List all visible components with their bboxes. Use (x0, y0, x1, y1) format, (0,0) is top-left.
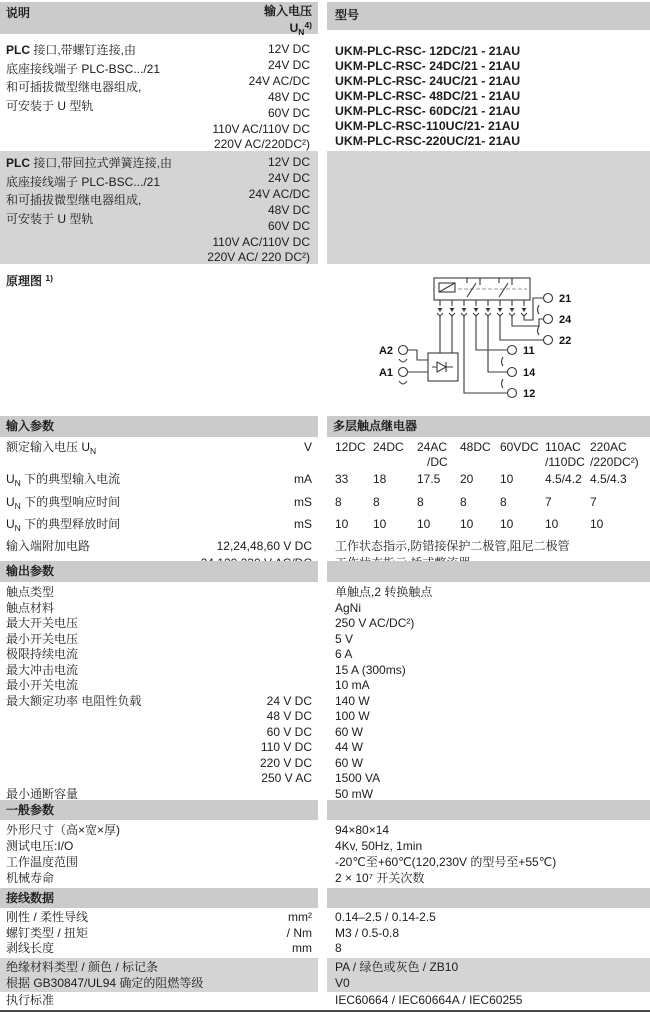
spec-row: 最大开关电压 250 V AC/DC²) (6, 616, 415, 630)
spec-row-input-circuit-dc: 输入端附加电路 12,24,48,60 V DC 工作状态指示,防错接保护二极管,阻尼二极管 (0, 538, 650, 556)
condition: 12,24,48,60 V DC (216, 538, 312, 553)
model-number: UKM-PLC-RSC- 24DC/21 - 21AU (335, 59, 521, 73)
terminal-label-14: 14 (523, 367, 536, 379)
output-parameters (0, 582, 650, 800)
section-header-output: 输出参数 (0, 561, 650, 582)
model-number: UKM-PLC-RSC-220UC/21- 21AU (335, 134, 521, 148)
section-header-input: 输入参数 多层触点继电器 (0, 416, 650, 437)
spec-row: 60 V DC 60 W (266, 724, 364, 739)
header-left-bar (0, 2, 318, 37)
section-header-wiring: 接线数据 (0, 888, 650, 908)
general-parameters (0, 820, 650, 888)
spec-row: 最大冲击电流 15 A (300ms) (6, 662, 406, 677)
spec-row: 机械寿命 2 × 10⁷ 开关次数 (6, 871, 425, 885)
spec-label-rated-voltage: 额定输入电压 $U_N$ V (0, 440, 318, 470)
model-number: UKM-PLC-RSC- 12DC/21 - 21AU (335, 44, 521, 58)
unit: mm² (288, 910, 312, 924)
spec-row: 最小开关电流 10 mA (6, 678, 370, 692)
condition: 110 V DC (260, 740, 312, 754)
terminal-label-12: 12 (523, 388, 536, 400)
spec-row-release-time: $U_N$ 下的典型释放时间 mS 10 10 10 10 10 10 10 (0, 515, 650, 538)
spec-row-input-current: $U_N$ 下的典型输入电流 mA 33 18 17.5 20 10 4.5/4.2 4.5/4.3 (0, 470, 650, 493)
terminal-label-11: 11 (523, 345, 535, 357)
schematic-row (0, 264, 650, 416)
shaded-cell (327, 800, 650, 820)
terminal-label-24: 24 (559, 314, 572, 326)
unit: mA (294, 472, 312, 486)
spec-row: 刚性 / 柔性导线 mm² 0.14–2.5 / 0.14-2.5 (6, 910, 436, 924)
section-header-general: 一般参数 (0, 800, 650, 820)
wiring-data (0, 908, 650, 958)
variant-row-screw (0, 38, 650, 151)
standard-row (0, 992, 650, 1010)
voltage-column-headers: 12DC 24DC 24AC /DC 48DC 60VDC 110AC /110DC 220AC /220DC²) (335, 440, 639, 469)
spec-row: 触点材料 AgNi (6, 600, 362, 615)
unit: V (303, 440, 312, 454)
model-number: UKM-PLC-RSC- 60DC/21 - 21AU (335, 104, 521, 118)
condition: 60 V DC (266, 724, 312, 739)
spec-row: 外形尺寸（高×宽×厚) 94×80×14 (6, 823, 390, 837)
description-screw: PLC 接口,带螺钉连接,由 底座接线端子 PLC-BSC.../21 和可插拔微型继电器组成, 可安装于 U 型轨 (6, 43, 161, 113)
col-header-input-voltage: 输入电压 $U_N^{4)}$ (263, 4, 312, 37)
spec-row: 螺钉类型 / 扭矩 / Nm M3 / 0.5-0.8 (6, 925, 400, 940)
spec-value: PA / 绿色或灰色 / ZB10 (335, 960, 459, 974)
terminal-label-a1: A1 (378, 367, 393, 379)
spec-label: 根据 GB30847/UL94 确定的阻燃等级 (6, 976, 204, 990)
table-header-row (0, 0, 650, 38)
model-number: UKM-PLC-RSC- 48DC/21 - 21AU (335, 89, 521, 103)
terminal-label-22: 22 (559, 335, 572, 347)
col-header-model: 型号 (327, 2, 650, 30)
voltage-list-screw: 12V DC 24V DC 24V AC/DC 48V DC 60V DC 110V AC/110V DC 220V AC/220DC²) (212, 42, 310, 152)
spec-row: 剥线长度 mm 8 (6, 941, 342, 955)
insulation-band (0, 958, 650, 992)
terminal-label-21: 21 (559, 293, 572, 305)
col-header-un: $U_N^{4)}$ (289, 20, 312, 37)
spec-row: 250 V AC 1500 VA (261, 771, 381, 785)
spec-row: 触点类型 单触点,2 转换触点 (6, 585, 433, 599)
model-list (327, 38, 650, 151)
spec-row-response-time: $U_N$ 下的典型响应时间 mS 8 8 8 8 8 7 7 (0, 493, 650, 516)
voltage-list-spring: 12V DC 24V DC 24V AC/DC 48V DC 60V DC 110V AC/110V DC 220V AC/ 220 DC²) (207, 155, 310, 265)
spec-row: 最小开关电压 5 V (6, 631, 354, 646)
shaded-cell (327, 561, 650, 582)
schematic-diagram (327, 264, 650, 416)
col-header-description: 说明 (6, 6, 31, 20)
condition: 220 V DC (259, 755, 312, 770)
model-number: UKM-PLC-RSC- 24UC/21 - 21AU (335, 74, 521, 88)
spec-value: IEC60664 / IEC60664A / IEC60255 (335, 993, 523, 1007)
condition: 250 V AC (261, 771, 312, 785)
spec-label: 绝缘材料类型 / 颜色 / 标记条 (6, 960, 159, 974)
relay-type-header: 多层触点继电器 (327, 416, 650, 437)
spec-row: 110 V DC 44 W (260, 740, 364, 754)
terminal-label-a2: A2 (378, 345, 393, 357)
condition: 48 V DC (266, 709, 312, 723)
input-parameters (0, 437, 650, 561)
condition: 24 V DC (266, 693, 312, 708)
spec-row: 48 V DC 100 W (266, 709, 370, 723)
spec-row: 最大额定功率 电阻性负载 24 V DC 140 W (6, 693, 370, 708)
shaded-cell (327, 151, 650, 264)
spec-label: 执行标准 (6, 993, 55, 1007)
spec-row: 测试电压:I/O 4Kv, 50Hz, 1min (6, 839, 423, 853)
spec-row: 最小通断容量 50 mW (6, 786, 374, 801)
spec-row: 220 V DC 60 W (259, 755, 364, 770)
unit: mS (294, 494, 312, 509)
spec-row: 极限持续电流 6 A (6, 647, 353, 661)
spec-row: 工作温度范围 -20℃至+60℃(120,230V 的型号至+55℃) (6, 855, 557, 869)
unit: / Nm (286, 925, 312, 940)
unit: mm (292, 941, 312, 955)
description-spring: PLC 接口,带回拉式弹簧连接,由 底座接线端子 PLC-BSC.../21 和可插拔微型继电器组成, 可安装于 U 型轨 (6, 156, 173, 226)
shaded-cell (327, 888, 650, 908)
spec-value: V0 (335, 976, 350, 990)
model-number: UKM-PLC-RSC-110UC/21- 21AU (335, 119, 520, 133)
schematic-label: 原理图 $^{1)}$ (6, 273, 53, 288)
variant-row-spring (0, 151, 650, 264)
unit: mS (294, 517, 312, 531)
